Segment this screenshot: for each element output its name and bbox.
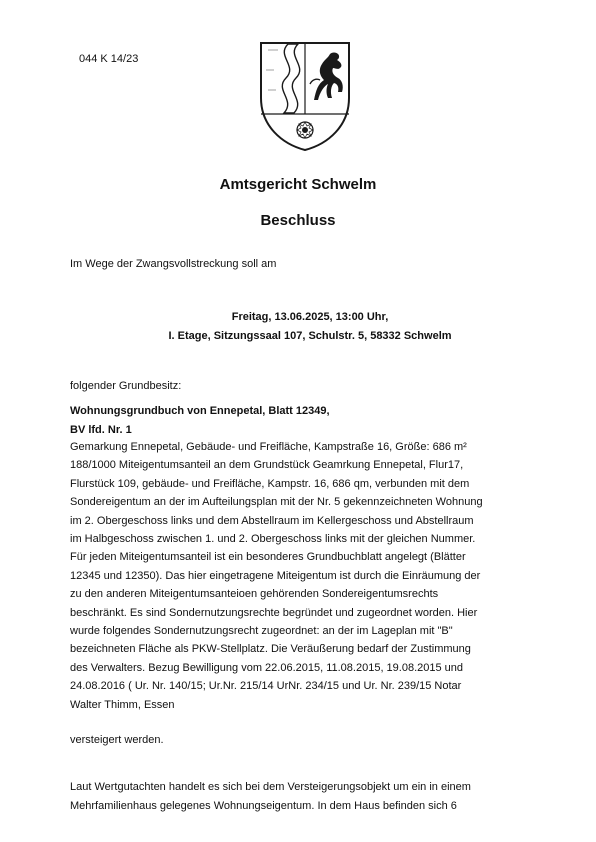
description-line: Flurstück 109, gebäude- und Freifläche, Kampstr. 16, 686 qm, verbunden mit dem <box>70 477 470 490</box>
property-intro: folgender Grundbesitz: <box>70 380 182 392</box>
property-description <box>70 438 540 714</box>
description-line: Gemarkung Ennepetal, Gebäude- und Freifläche, Kampstraße 16, Größe: 686 m² <box>70 441 467 453</box>
description-line: 12345 und 12350). Das hier eingetragene Miteigentum ist durch die Einräumung der <box>70 569 481 582</box>
appointment-datetime: Freitag, 13.06.2025, 13:00 Uhr, <box>231 311 389 323</box>
description-line: des Verwalters. Bezug Bewilligung vom 22.06.2015, 11.08.2015, 19.08.2015 und <box>70 661 464 674</box>
intro-text: Im Wege der Zwangsvollstreckung soll am <box>70 258 277 270</box>
description-line: beschränkt. Es sind Sondernutzungsrechte begründet und zugeordnet worden. Hier <box>70 606 478 619</box>
description-line: wurde folgendes Sondernutzungsrecht zugeordnet: an der im Lageplan mit "B" <box>70 625 453 638</box>
description-line: Walter Thimm, Essen <box>70 698 175 711</box>
description-line: im Halbgeschoss zwischen 1. und 2. Obergeschoss links mit der gleichen Nummer. <box>70 533 476 546</box>
description-line: Für jeden Miteigentumsanteil ist ein besonderes Grundbuchblatt angelegt (Blätter <box>70 551 466 564</box>
description-line: 188/1000 Miteigentumsanteil an dem Grundstück Geamrkung Ennepetal, Flur17, <box>70 459 464 472</box>
valuation-line: Laut Wertgutachten handelt es sich bei dem Versteigerungsobjekt um ein in einem <box>70 781 471 793</box>
coat-of-arms-icon <box>258 40 352 152</box>
land-register-line: Wohnungsgrundbuch von Ennepetal, Blatt 12349, <box>70 405 330 417</box>
inventory-number-line: BV lfd. Nr. 1 <box>70 424 132 436</box>
appointment-location: I. Etage, Sitzungssaal 107, Schulstr. 5, 58332 Schwelm <box>168 330 452 342</box>
valuation-line: Mehrfamilienhaus gelegenes Wohnungseigentum. In dem Haus befinden sich 6 <box>70 800 457 812</box>
appointment-block <box>0 308 596 346</box>
document-title: Beschluss <box>260 212 336 229</box>
case-reference: 044 K 14/23 <box>79 53 139 65</box>
description-line: bezeichneten Fläche als PKW-Stellplatz. Die Veräußerung bedarf der Zustimmung <box>70 643 471 656</box>
auction-text: versteigert werden. <box>70 734 164 746</box>
description-line: zu den anderen Miteigentumsanteioen gehörenden Sondereigentumsrechts <box>70 588 439 601</box>
description-line: im 2. Obergeschoss links und dem Abstellraum im Kellergeschoss und Abstellraum <box>70 514 474 527</box>
property-heading <box>70 402 330 440</box>
valuation-paragraph <box>70 778 471 816</box>
description-line: 24.08.2016 ( Ur. Nr. 140/15; Ur.Nr. 215/14 UrNr. 234/15 und Ur. Nr. 239/15 Notar <box>70 680 462 693</box>
court-name: Amtsgericht Schwelm <box>219 176 377 193</box>
description-line: Sondereigentum an der im Aufteilungsplan mit der Nr. 5 gekennzeichneten Wohnung <box>70 496 483 509</box>
